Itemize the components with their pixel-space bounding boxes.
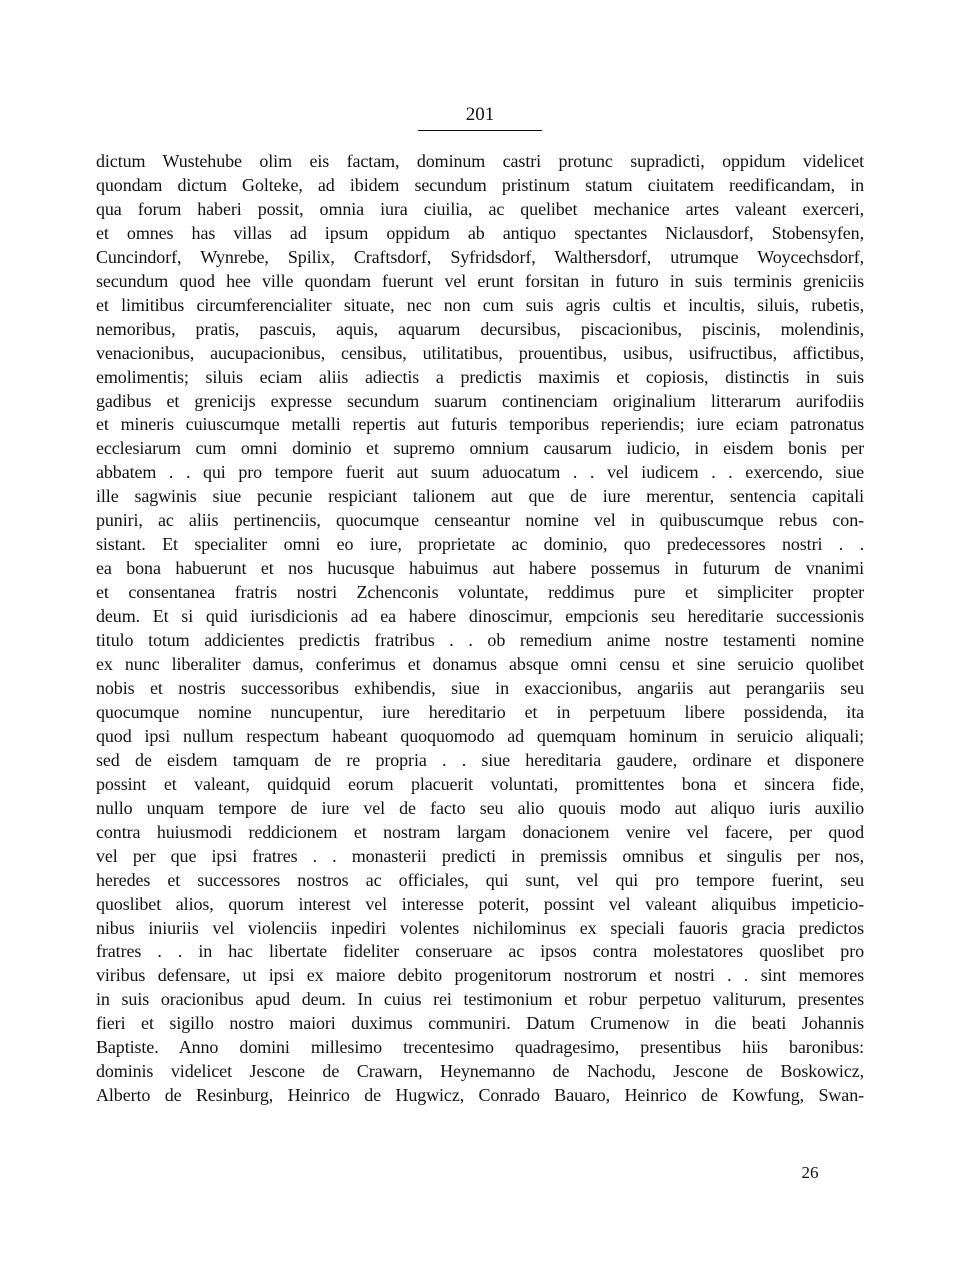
- text-line: venacionibus, aucupacionibus, censibus, utilitatibus, prouentibus, usibus, usifructibus, affictibus,: [96, 342, 864, 363]
- text-line: quocumque nomine nuncupentur, iure hereditario et in perpetuum libere possidenda, ita: [96, 701, 864, 722]
- text-line: nemoribus, pratis, pascuis, aquis, aquarum decursibus, piscacionibus, piscinis, molendinis,: [96, 318, 864, 339]
- text-line: et consentanea fratris nostri Zchenconis voluntate, reddimus pure et simpliciter propter: [96, 582, 864, 603]
- signature-mark: 26: [801, 1163, 819, 1182]
- text-line: nibus iniuriis vel violenciis inpediri volentes nichilominus ex speciali fauoris gracia predictos: [96, 917, 864, 938]
- text-line: possint et valeant, quidquid eorum placuerit voluntati, promittentes bona et sincera fide,: [96, 773, 864, 794]
- text-line: ecclesiarum cum omni dominio et supremo omnium causarum iudicio, in eisdem bonis per: [96, 438, 864, 459]
- text-line: secundum quod hee ville quondam fuerunt vel erunt forsitan in futuro in suis terminis greniciis: [96, 270, 864, 291]
- text-line: vel per que ipsi fratres . . monasterii predicti in premissis omnibus et singulis per nos,: [96, 845, 864, 866]
- text-line: deum. Et si quid iurisdicionis ad ea habere dinoscimur, empcionis seu hereditarie successionis: [96, 606, 864, 627]
- text-line: dictum Wustehube olim eis factam, dominum castri protunc supradicti, oppidum videlicet: [96, 151, 864, 171]
- text-line: gadibus et grenicijs expresse secundum suarum continenciam originalium litterarum aurifodiis: [96, 390, 864, 411]
- text-line: ea bona habuerunt et nos hucusque habuimus aut habere possemus in futurum de vnanimi: [96, 558, 864, 579]
- text-line: Baptiste. Anno domini millesimo trecentesimo quadragesimo, presentibus hiis baronibus:: [96, 1037, 864, 1058]
- body-text: [96, 150, 864, 1108]
- text-line: viribus defensare, ut ipsi ex maiore debito progenitorum nostrorum et nostri . . sint memores: [96, 965, 864, 986]
- text-line: et limitibus circumferencialiter situate, nec non cum suis agris cultis et incultis, siluis, rubetis,: [96, 294, 864, 315]
- text-line: puniri, ac aliis pertinenciis, quocumque censeantur nomine vel in quibuscumque rebus con-: [96, 510, 864, 531]
- text-line: quoslibet alios, quorum interest vel interesse poterit, possint vel valeant aliquibus impeticio-: [96, 893, 864, 914]
- page-number: 201: [465, 104, 495, 125]
- text-line: et omnes has villas ad ipsum oppidum ab antiquo spectantes Niclausdorf, Stobensyfen,: [96, 222, 864, 243]
- text-line: abbatem . . qui pro tempore fuerit aut suum aduocatum . . vel iudicem . . exercendo, siue: [96, 462, 864, 483]
- text-line: contra huiusmodi reddicionem et nostram largam donacionem venire vel facere, per quod: [96, 821, 864, 842]
- text-line: sed de eisdem tamquam de re propria . . siue hereditaria gaudere, ordinare et disponere: [96, 749, 864, 770]
- text-line: et mineris cuiuscumque metalli repertis aut futuris temporibus reperiendis; iure eciam patronatus: [96, 414, 864, 435]
- text-line: sistant. Et specialiter omni eo iure, proprietate ac dominio, quo predecessores nostri . .: [96, 534, 864, 555]
- text-line: dominis videlicet Jescone de Crawarn, Heynemanno de Nachodu, Jescone de Boskowicz,: [96, 1061, 864, 1082]
- text-line: in suis oracionibus apud deum. In cuius rei testimonium et robur perpetuo valiturum, presentes: [96, 989, 864, 1010]
- text-line: nobis et nostris successoribus exhibendis, siue in exaccionibus, angariis aut perangariis seu: [96, 677, 864, 698]
- text-line: titulo totum addicientes predictis fratribus . . ob remedium anime nostre testamenti nomine: [96, 630, 864, 651]
- text-line: nullo unquam tempore de iure vel de facto seu alio quouis modo aut aliquo iuris auxilio: [96, 797, 864, 818]
- text-line: fieri et sigillo nostro maiori duximus communiri. Datum Crumenow in die beati Johannis: [96, 1013, 864, 1034]
- text-line: ille sagwinis siue pecunie respiciant talionem aut que de iure merentur, sentencia capitali: [96, 486, 864, 507]
- text-line: quondam dictum Golteke, ad ibidem secundum pristinum statum ciuitatem reedificandam, in: [96, 174, 864, 195]
- text-line: emolimentis; siluis eciam aliis adiectis a predictis maximis et copiosis, distinctis in suis: [96, 366, 864, 387]
- text-line: fratres . . in hac libertate fideliter conseruare ac ipsos contra molestatores quoslibet pro: [96, 941, 864, 962]
- text-line: Cuncindorf, Wynrebe, Spilix, Craftsdorf, Syfridsdorf, Walthersdorf, utrumque Woycechsdorf,: [96, 246, 864, 267]
- text-line: ex nunc liberaliter damus, conferimus et donamus absque omni censu et sine seruicio quolibet: [96, 654, 864, 675]
- text-line: Alberto de Resinburg, Heinrico de Hugwicz, Conrado Bauaro, Heinrico de Kowfung, Swan-: [96, 1085, 864, 1106]
- header-rule: [418, 130, 542, 131]
- text-line: quod ipsi nullum respectum habeant quoquomodo ad quemquam hominum in seruicio aliquali;: [96, 725, 864, 746]
- text-line: heredes et successores nostros ac officiales, qui sunt, vel qui pro tempore fuerint, seu: [96, 869, 864, 890]
- text-line: qua forum haberi possit, omnia iura ciuilia, ac quelibet mechanice artes valeant exerceri,: [96, 198, 864, 219]
